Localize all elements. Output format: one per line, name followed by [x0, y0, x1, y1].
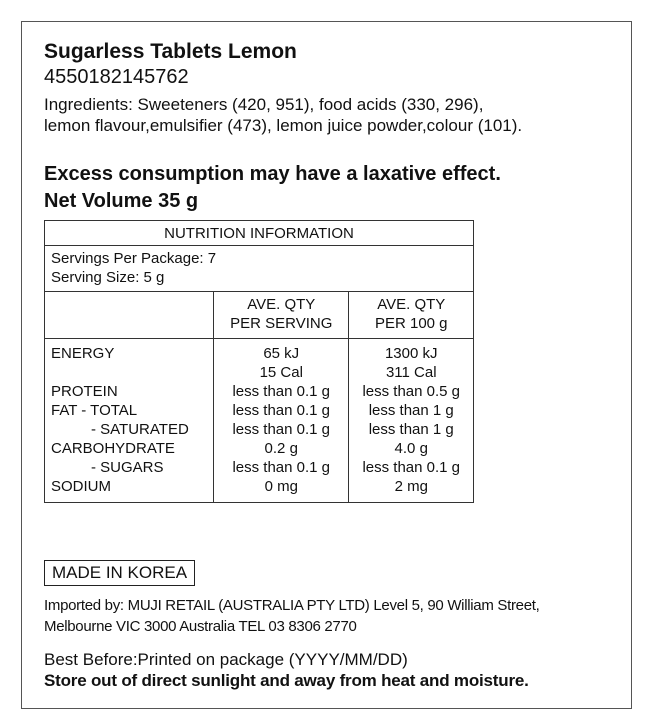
ingredients-text: [44, 94, 522, 136]
nutrient-label: - SUGARS: [91, 459, 164, 476]
per-serving-values: [214, 339, 349, 503]
product-name: Sugarless Tablets Lemon: [44, 40, 297, 63]
importer-line-1: Imported by: MUJI RETAIL (AUSTRALIA PTY LTD) Level 5, 90 William Street,: [44, 597, 540, 614]
per-100g-value: less than 0.1 g: [362, 459, 461, 476]
nutrient-label: SODIUM: [51, 478, 111, 495]
per-100g-value: less than 1 g: [368, 421, 454, 438]
per-serving-value: less than 0.1 g: [232, 459, 331, 476]
servings-per-package: Servings Per Package: 7: [51, 250, 217, 267]
column-header-per-serving: [214, 292, 349, 339]
nutrient-label: FAT - TOTAL: [51, 402, 138, 419]
ingredients-line-2: lemon flavour,emulsifier (473), lemon juice powder,colour (101).: [44, 116, 523, 135]
per-100g-value: 2 mg: [394, 478, 428, 495]
per-serving-value: 0 mg: [264, 478, 298, 495]
per-serving-value: less than 0.1 g: [232, 402, 331, 419]
nutrient-label: PROTEIN: [51, 383, 118, 400]
per-serving-value: 65 kJ: [263, 345, 300, 362]
column-header-per-serving-line-1: AVE. QTY: [247, 296, 316, 313]
barcode-number: 4550182145762: [44, 66, 189, 88]
importer-line-2: Melbourne VIC 3000 Australia TEL 03 8306 2770: [44, 618, 357, 635]
nutrition-header: NUTRITION INFORMATION: [45, 221, 474, 246]
per-100g-value: less than 0.5 g: [362, 383, 461, 400]
serving-size: Serving Size: 5 g: [51, 269, 165, 286]
per-100g-values: [349, 339, 474, 503]
nutrition-table: [44, 220, 474, 503]
nutrient-labels: [45, 339, 214, 503]
laxative-warning: Excess consumption may have a laxative effect.: [44, 163, 501, 185]
column-header-per-100g-line-2: PER 100 g: [374, 315, 448, 332]
per-serving-value: less than 0.1 g: [232, 383, 331, 400]
nutrient-label: ENERGY: [51, 345, 115, 362]
storage-instructions: Store out of direct sunlight and away from heat and moisture.: [44, 671, 529, 690]
per-100g-value: less than 1 g: [368, 402, 454, 419]
per-100g-value: 311 Cal: [385, 364, 437, 381]
best-before: Best Before:Printed on package (YYYY/MM/DD): [44, 650, 408, 669]
column-header-per-100g: [349, 292, 474, 339]
per-serving-value: 0.2 g: [264, 440, 298, 457]
importer-info: [44, 595, 540, 637]
nutrient-label: [51, 363, 213, 382]
nutrient-label: - SATURATED: [91, 421, 189, 438]
column-header-blank: [45, 292, 214, 339]
column-header-per-serving-line-2: PER SERVING: [230, 315, 333, 332]
net-volume: Net Volume 35 g: [44, 190, 199, 212]
ingredients-line-1: Ingredients: Sweeteners (420, 951), food acids (330, 296),: [44, 95, 484, 114]
per-100g-value: 4.0 g: [394, 440, 428, 457]
nutrient-label: CARBOHYDRATE: [51, 440, 175, 457]
servings-info: [45, 246, 474, 292]
per-100g-value: 1300 kJ: [384, 345, 438, 362]
country-of-origin-box: MADE IN KOREA: [44, 560, 195, 586]
per-serving-value: 15 Cal: [259, 364, 303, 381]
column-header-per-100g-line-1: AVE. QTY: [377, 296, 446, 313]
per-serving-value: less than 0.1 g: [232, 421, 331, 438]
